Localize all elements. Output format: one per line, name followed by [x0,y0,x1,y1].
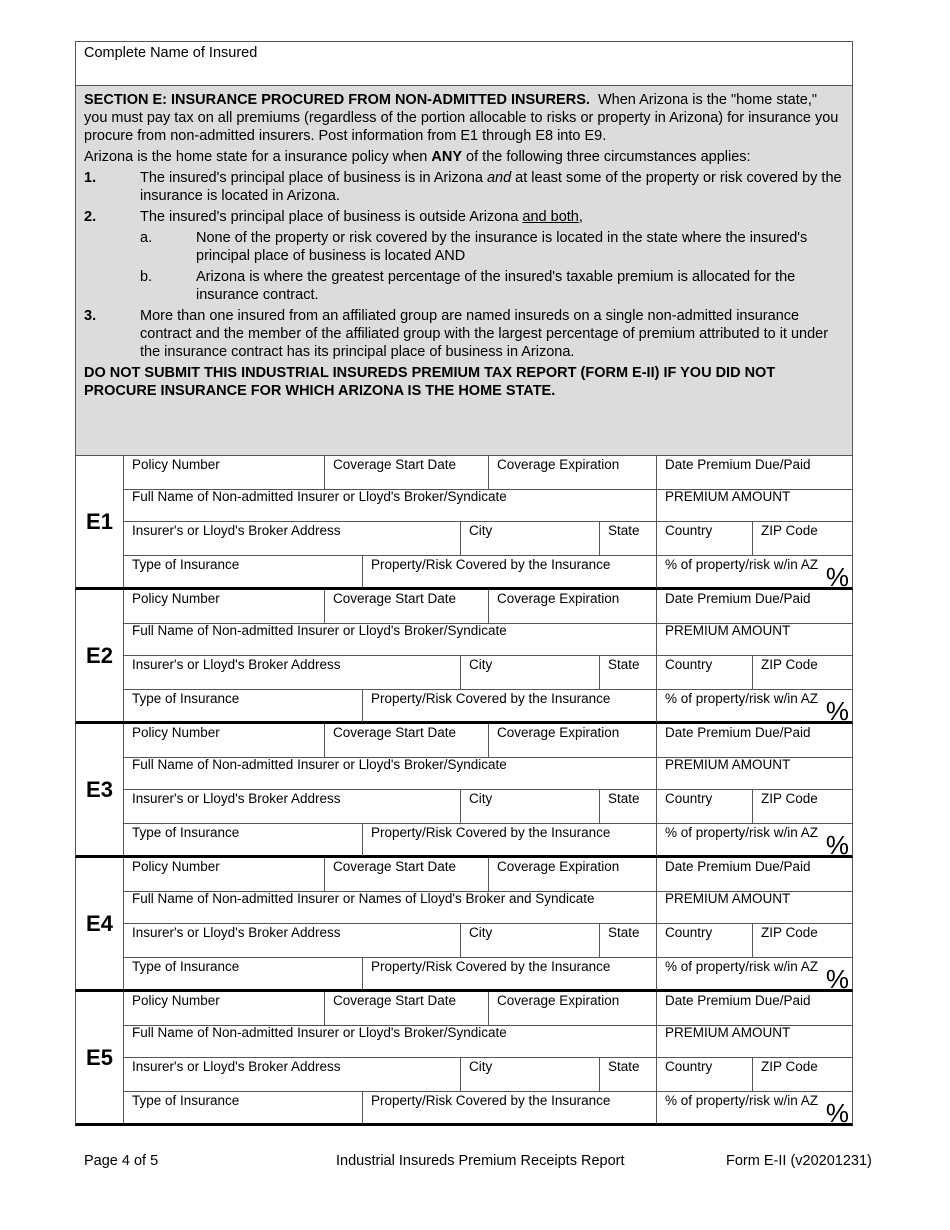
form-row [124,522,852,556]
page-number: Page 4 of 5 [84,1153,159,1169]
group-e2 [75,590,853,724]
form-row [124,824,852,860]
c2-underline: and both [522,209,579,225]
country-label: Country [665,1059,713,1074]
premium-amount-label: PREMIUM AMOUNT [665,489,791,504]
property-field[interactable] [362,1092,656,1124]
section-intro [84,91,844,145]
coverage-expiration-label: Coverage Expiration [497,457,620,472]
pct-label: % of property/risk w/in AZ [665,959,819,974]
coverage-expiration-label: Coverage Expiration [497,725,620,740]
coverage-start-label: Coverage Start Date [333,725,457,740]
circumstance-2a [140,229,844,265]
percent-icon: % [825,830,849,860]
form-row [124,790,852,824]
form-row [124,958,852,994]
pct-field[interactable] [656,690,853,726]
coverage-start-label: Coverage Start Date [333,457,457,472]
zip-field[interactable] [752,1058,853,1091]
date-premium-field[interactable] [656,858,853,891]
form-row [124,858,852,892]
circumstance-2a-letter: a. [140,230,153,246]
premium-amount-field[interactable] [656,890,853,923]
form-row [124,1024,852,1058]
address-label: Insurer's or Lloyd's Broker Address [132,1059,341,1074]
premium-amount-field[interactable] [656,756,853,789]
property-label: Property/Risk Covered by the Insurance [371,1093,611,1108]
circumstance-2b-text: Arizona is where the greatest percentage of the insured's taxable premium is allocated for the insurance contract. [196,269,796,303]
policy-number-label: Policy Number [132,993,220,1008]
premium-amount-label: PREMIUM AMOUNT [665,623,791,638]
policy-number-field[interactable] [124,858,324,891]
circumstance-3-text: More than one insured from an affiliated group are named insureds on a single non-admitted insurance contract and the member of the affiliated group with the largest percentage of premium attributed to it under the insurance contract has its principal place of business in Arizona. [140,308,829,360]
insurer-name-label: Full Name of Non-admitted Insurer or Lloyd's Broker/Syndicate [132,623,507,638]
group-id: E1 [76,456,124,587]
city-label: City [469,1059,493,1074]
date-premium-label: Date Premium Due/Paid [665,993,811,1008]
state-field[interactable] [599,656,656,689]
form-row [124,456,852,490]
coverage-expiration-label: Coverage Expiration [497,993,620,1008]
country-field[interactable] [656,522,752,555]
zip-field[interactable] [752,790,853,823]
form-row [124,622,852,656]
state-field[interactable] [599,1058,656,1091]
address-field[interactable] [124,522,460,555]
address-label: Insurer's or Lloyd's Broker Address [132,657,341,672]
form-row [124,992,852,1026]
circumstance-2a-text: None of the property or risk covered by the insurance is located in the state where the insured's principal place of business is located AND [196,230,808,264]
state-label: State [608,657,640,672]
type-label: Type of Insurance [132,959,240,974]
insured-name-label: Complete Name of Insured [84,45,258,61]
percent-icon: % [825,696,849,726]
coverage-start-label: Coverage Start Date [333,993,457,1008]
section-e-instructions [75,86,853,456]
policy-groups [75,456,853,1126]
zip-label: ZIP Code [761,1059,818,1074]
c1-post: at least some of the property or risk covered by the insurance is located in Arizona. [140,170,842,204]
address-field[interactable] [124,924,460,957]
report-title: Industrial Insureds Premium Receipts Report [336,1153,625,1169]
form-row [124,656,852,690]
pct-field[interactable] [656,958,853,994]
circumstance-2b-letter: b. [140,269,153,285]
coverage-expiration-field[interactable] [488,724,656,757]
type-label: Type of Insurance [132,557,240,572]
form-row [124,590,852,624]
coverage-expiration-field[interactable] [488,992,656,1025]
insurer-name-field[interactable] [124,1024,656,1057]
home-state-pre: Arizona is the home state for a insurance policy when [84,149,432,165]
section-intro-text: When Arizona is the "home state," you must pay tax on all premiums (regardless of the portion allocable to risks or property in Arizona) for insurance you procure from non-admitted insurers. Post information from E1 through E8 into E9. [84,92,839,144]
city-field[interactable] [460,656,599,689]
country-label: Country [665,657,713,672]
type-label: Type of Insurance [132,1093,240,1108]
group-id: E2 [76,590,124,721]
policy-number-label: Policy Number [132,591,220,606]
address-label: Insurer's or Lloyd's Broker Address [132,791,341,806]
circumstance-3-number: 3. [84,308,97,324]
c1-pre: The insured's principal place of business is in Arizona [140,170,487,186]
form-row [124,890,852,924]
country-field[interactable] [656,1058,752,1091]
premium-amount-field[interactable] [656,1024,853,1057]
premium-amount-field[interactable] [656,622,853,655]
insurer-name-label: Full Name of Non-admitted Insurer or Lloyd's Broker/Syndicate [132,757,507,772]
coverage-expiration-field[interactable] [488,590,656,623]
type-field[interactable] [124,1092,362,1124]
circumstance-2-text [140,208,844,226]
policy-number-field[interactable] [124,724,324,757]
date-premium-field[interactable] [656,590,853,623]
property-label: Property/Risk Covered by the Insurance [371,825,611,840]
country-label: Country [665,523,713,538]
type-field[interactable] [124,556,362,588]
form-version: Form E-II (v20201231) [726,1153,872,1169]
coverage-start-field[interactable] [324,992,488,1025]
date-premium-label: Date Premium Due/Paid [665,591,811,606]
pct-label: % of property/risk w/in AZ [665,557,819,572]
city-field[interactable] [460,790,599,823]
city-field[interactable] [460,1058,599,1091]
property-field[interactable] [362,958,656,990]
circumstance-2-number: 2. [84,209,97,225]
property-label: Property/Risk Covered by the Insurance [371,691,611,706]
country-field[interactable] [656,656,752,689]
group-id: E4 [76,858,124,989]
circumstance-2b [140,268,844,304]
home-state-post: of the following three circumstances applies: [462,149,751,165]
group-e4 [75,858,853,992]
c1-em: and [486,170,512,186]
policy-number-field[interactable] [124,456,324,489]
property-label: Property/Risk Covered by the Insurance [371,557,611,572]
state-label: State [608,791,640,806]
coverage-start-field[interactable] [324,724,488,757]
circumstance-1-number: 1. [84,170,97,186]
zip-label: ZIP Code [761,523,818,538]
zip-label: ZIP Code [761,925,818,940]
policy-number-label: Policy Number [132,725,220,740]
city-label: City [469,925,493,940]
insurer-name-field[interactable] [124,756,656,789]
address-field[interactable] [124,790,460,823]
date-premium-field[interactable] [656,456,853,489]
form-row [124,1092,852,1128]
city-label: City [469,523,493,538]
pct-label: % of property/risk w/in AZ [665,1093,819,1108]
date-premium-label: Date Premium Due/Paid [665,725,811,740]
home-state-rule [84,148,844,166]
form-page [75,41,853,1126]
percent-icon: % [825,562,849,592]
percent-icon: % [825,964,849,994]
insured-name-field[interactable] [75,41,853,86]
group-e3 [75,724,853,858]
state-label: State [608,925,640,940]
insurer-name-field[interactable] [124,488,656,521]
circumstance-3 [84,307,844,361]
form-row [124,690,852,726]
country-label: Country [665,791,713,806]
coverage-expiration-field[interactable] [488,858,656,891]
home-state-bold: ANY [431,149,463,165]
premium-amount-label: PREMIUM AMOUNT [665,1025,791,1040]
policy-number-label: Policy Number [132,457,220,472]
section-title: SECTION E: INSURANCE PROCURED FROM NON-ADMITTED INSURERS. [84,92,590,108]
policy-number-field[interactable] [124,590,324,623]
pct-label: % of property/risk w/in AZ [665,825,819,840]
premium-amount-field[interactable] [656,488,853,521]
zip-label: ZIP Code [761,791,818,806]
property-label: Property/Risk Covered by the Insurance [371,959,611,974]
group-e5 [75,992,853,1126]
type-label: Type of Insurance [132,691,240,706]
date-premium-label: Date Premium Due/Paid [665,859,811,874]
coverage-start-field[interactable] [324,456,488,489]
pct-field[interactable] [656,1092,853,1128]
type-field[interactable] [124,824,362,856]
insurer-name-field[interactable] [124,890,656,923]
country-label: Country [665,925,713,940]
insurer-name-label: Full Name of Non-admitted Insurer or Lloyd's Broker/Syndicate [132,1025,507,1040]
insurer-name-field[interactable] [124,622,656,655]
coverage-start-label: Coverage Start Date [333,591,457,606]
country-field[interactable] [656,790,752,823]
coverage-expiration-label: Coverage Expiration [497,591,620,606]
address-label: Insurer's or Lloyd's Broker Address [132,925,341,940]
state-label: State [608,523,640,538]
city-label: City [469,657,493,672]
coverage-start-label: Coverage Start Date [333,859,457,874]
form-row [124,1058,852,1092]
type-field[interactable] [124,690,362,722]
warning-text: DO NOT SUBMIT THIS INDUSTRIAL INSUREDS PREMIUM TAX REPORT (FORM E-II) IF YOU DID NOT PROCURE INSURANCE FOR WHICH ARIZONA IS THE HOME STATE. [84,365,776,399]
insurer-name-label: Full Name of Non-admitted Insurer or Lloyd's Broker/Syndicate [132,489,507,504]
coverage-expiration-field[interactable] [488,456,656,489]
coverage-expiration-label: Coverage Expiration [497,859,620,874]
country-field[interactable] [656,924,752,957]
property-field[interactable] [362,690,656,722]
policy-number-field[interactable] [124,992,324,1025]
type-label: Type of Insurance [132,825,240,840]
city-field[interactable] [460,924,599,957]
group-id: E5 [76,992,124,1123]
property-field[interactable] [362,556,656,588]
city-label: City [469,791,493,806]
policy-number-label: Policy Number [132,859,220,874]
circumstance-1 [84,169,844,205]
group-e1 [75,456,853,590]
circumstance-2 [84,208,844,226]
insurer-name-label: Full Name of Non-admitted Insurer or Names of Lloyd's Broker and Syndicate [132,891,595,906]
form-row [124,488,852,522]
coverage-start-field[interactable] [324,858,488,891]
percent-icon: % [825,1098,849,1128]
pct-field[interactable] [656,556,853,592]
zip-field[interactable] [752,656,853,689]
form-row [124,556,852,592]
pct-label: % of property/risk w/in AZ [665,691,819,706]
form-row [124,924,852,958]
address-field[interactable] [124,656,460,689]
city-field[interactable] [460,522,599,555]
zip-field[interactable] [752,924,853,957]
circumstance-1-text [140,169,844,205]
form-row [124,724,852,758]
coverage-start-field[interactable] [324,590,488,623]
c2-pre: The insured's principal place of business is outside Arizona [140,209,523,225]
address-label: Insurer's or Lloyd's Broker Address [132,523,341,538]
property-field[interactable] [362,824,656,856]
date-premium-field[interactable] [656,992,853,1025]
date-premium-label: Date Premium Due/Paid [665,457,811,472]
state-field[interactable] [599,924,656,957]
group-id: E3 [76,724,124,855]
type-field[interactable] [124,958,362,990]
zip-label: ZIP Code [761,657,818,672]
c2-post: , [578,209,583,225]
pct-field[interactable] [656,824,853,860]
form-row [124,756,852,790]
premium-amount-label: PREMIUM AMOUNT [665,891,791,906]
date-premium-field[interactable] [656,724,853,757]
state-field[interactable] [599,522,656,555]
state-label: State [608,1059,640,1074]
state-field[interactable] [599,790,656,823]
zip-field[interactable] [752,522,853,555]
address-field[interactable] [124,1058,460,1091]
premium-amount-label: PREMIUM AMOUNT [665,757,791,772]
